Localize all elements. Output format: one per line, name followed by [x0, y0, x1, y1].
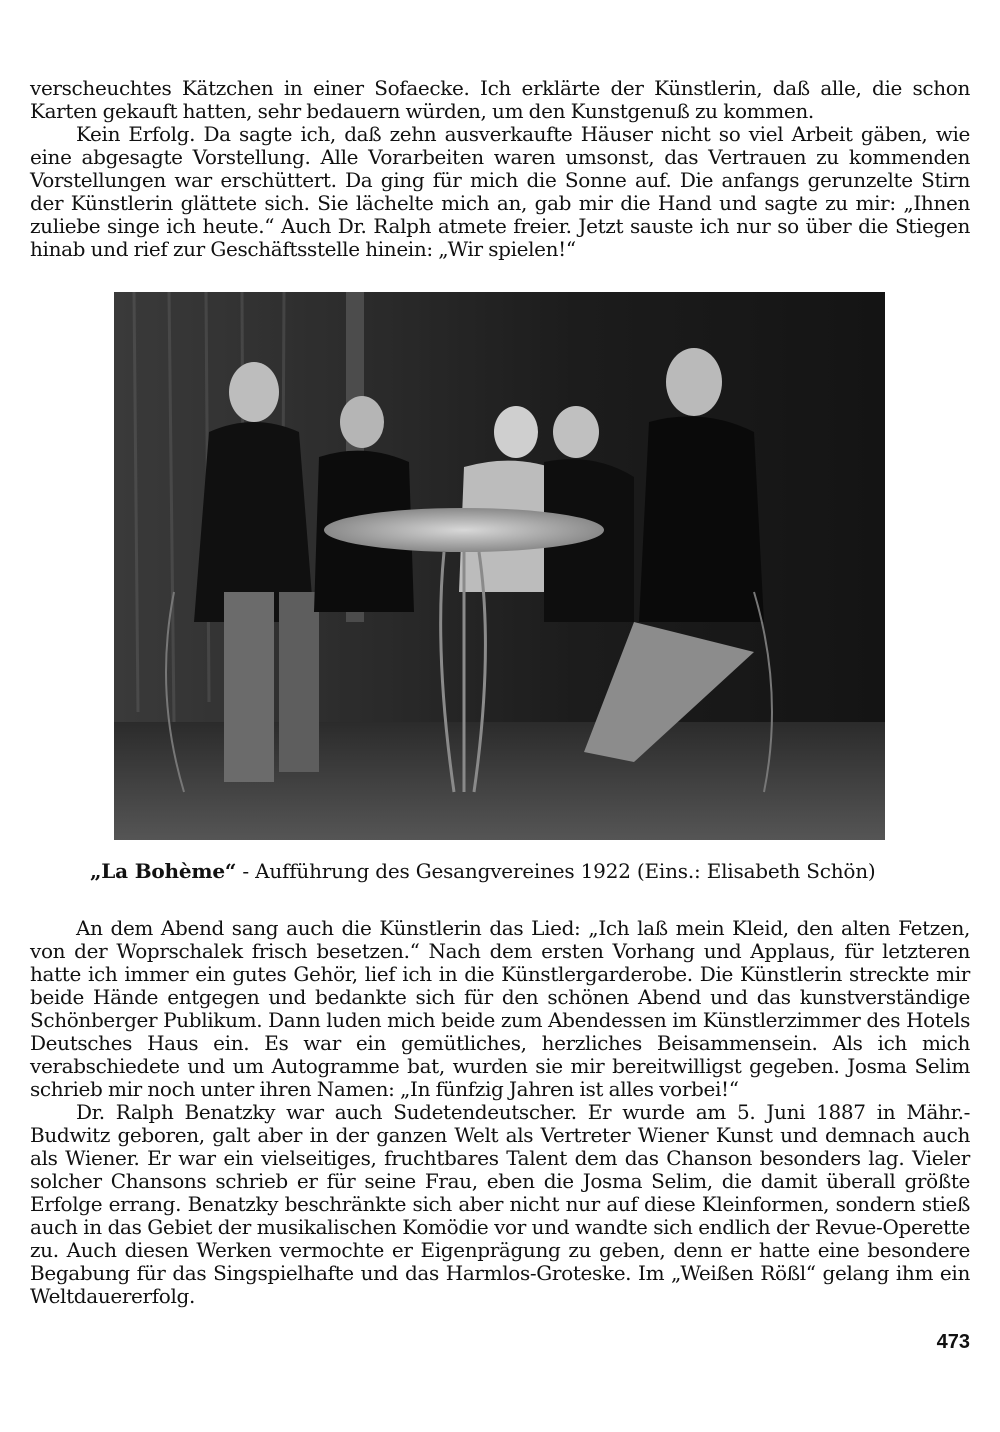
caption-title: „La Bohème“	[90, 859, 237, 883]
caption-text: - Aufführung des Gesangvereines 1922 (Eins.: Elisabeth Schön)	[236, 859, 876, 883]
page-number: 473	[936, 1331, 970, 1353]
photo-caption	[90, 858, 930, 884]
photo-illustration	[114, 292, 885, 840]
paragraph: verscheuchtes Kätzchen in einer Sofaecke. Ich erklärte der Künstlerin, daß alle, die schon Karten gekauft hatten, sehr bedauern würden, um den Kunstgenuß zu kommen.	[30, 76, 970, 123]
text-block-bottom	[30, 917, 970, 1308]
text-block-top	[30, 77, 970, 261]
photograph-la-boheme	[114, 292, 885, 840]
paragraph: Kein Erfolg. Da sagte ich, daß zehn ausverkaufte Häuser nicht so viel Arbeit gäben, wie eine abgesagte Vorstellung. Alle Vorarbeiten waren umsonst, das Vertrauen zu kommenden Vorstellungen war erschüttert. Da ging für mich die Sonne auf. Die anfangs gerunzelte Stirn der Künstlerin glättete sich. Sie lächelte mich an, gab mir die Hand und sagte zu mir: „Ihnen zuliebe singe ich heute.“ Auch Dr. Ralph atmete freier. Jetzt sauste ich nur so über die Stiegen hinab und rief zur Geschäftsstelle hinein: „Wir spielen!“	[30, 122, 970, 261]
paragraph: Dr. Ralph Benatzky war auch Sudetendeutscher. Er wurde am 5. Juni 1887 in Mähr.-Budwitz geboren, galt aber in der ganzen Welt als Vertreter Wiener Kunst und demnach auch als Wiener. Er war ein vielseitiges, fruchtbares Talent dem das Chanson besonders lag. Vieler solcher Chansons schrieb er für seine Frau, eben die Josma Selim, die damit überall größte Erfolge errang. Benatzky beschränkte sich aber nicht nur auf diese Kleinformen, sondern stieß auch in das Gebiet der musikalischen Komödie vor und wandte sich endlich der Revue-Operette zu. Auch diesen Werken vermochte er Eigenprägung zu geben, denn er hatte eine besondere Begabung für das Singspielhafte und das Harmlos-Groteske. Im „Weißen Rößl“ gelang ihm ein Weltdauererfolg.	[30, 1100, 970, 1308]
paragraph: An dem Abend sang auch die Künstlerin das Lied: „Ich laß mein Kleid, den alten Fetzen, von der Woprschalek frisch besetzen.“ Nach dem ersten Vorhang und Applaus, für letzteren hatte ich immer ein gutes Gehör, lief ich in die Künstlergarderobe. Die Künstlerin streckte mir beide Hände entgegen und bedankte sich für den schönen Abend und das kunstverständige Schönberger Publikum. Dann luden mich beide zum Abendessen im Künstlerzimmer des Hotels Deutsches Haus ein. Es war ein gemütliches, herzliches Beisammensein. Als ich mich verabschiedete und um Autogramme bat, wurden sie mir bereitwilligst gegeben. Josma Selim schrieb mir noch unter ihren Namen: „In fünfzig Jahren ist alles vorbei!“	[30, 916, 970, 1101]
